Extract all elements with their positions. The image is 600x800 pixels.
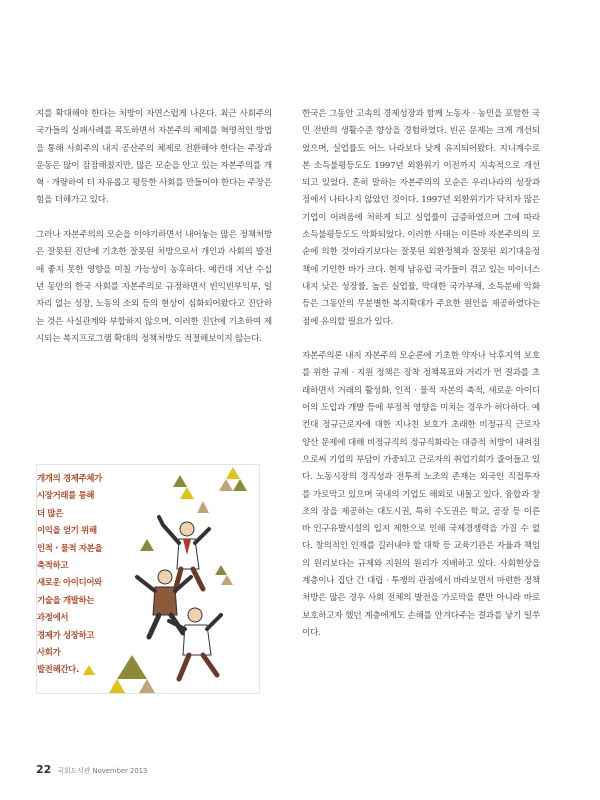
- right-paragraph-1: 한국은 그동안 고속의 경제성장과 함께 노동자 · 농민을 포함한 국민 전반의 생활수준 향상을 경험하였다. 빈곤 문제는 크게 개선되었으며, 실업률도 어느 나라보다 낮게 유지되어왔다. 지니계수로 본 소득불평등도도 1997년 외환위기 이전까지 지속적으로 개선되고 있었다. 흔히 말하는 자본주의의 모순은 우리나라의 성장과정에서 나타나지 않았던 것이다. 1997년 외환위기가 닥치자 많은 기업이 어려움에 처하게 되고 실업률이 급증하였으며 그에 따라 소득불평등도도 악화되었다. 이러한 사태는 이른바 자본주의의 모순에 의한 것이라기보다는 잘못된 외환정책과 잘못된 외기대응정책에 기인한 바가 크다. 현재 남유럽 국가들이 겪고 있는 마이너스 내지 낮은 성장률, 높은 실업률, 막대한 국가부채, 소득분배 악화 등은 그동안의 무분별한 복지확대가 주요한 원인을 제공하였다는 점에 유의할 필요가 있다.: [302, 109, 540, 327]
- right-column: [302, 106, 540, 660]
- left-paragraph-1: 지를 확대해야 한다는 처방이 자연스럽게 나온다. 최근 사회주의 국가들의 실패사례를 목도하면서 자본주의 체제를 혁명적인 방법을 통해 사회주의 내지 공산주의 체제로 전환해야 한다는 주장과 운동은 많이 잠잠해졌지만, 많은 모순을 안고 있는 자본주의를 개혁 · 개량하여 더 자유롭고 평등한 사회를 만들어야 한다는 주장은 힘을 더해가고 있다.: [36, 109, 272, 206]
- businessmen-climbing-illustration: [37, 465, 259, 693]
- pull-quote-box: [36, 464, 260, 694]
- page-number: 22: [36, 763, 52, 776]
- issue-date: November 2013: [92, 767, 148, 775]
- pull-quote-line: 축적하고: [37, 560, 69, 571]
- pull-quote-line: 경제가 성장하고: [37, 629, 95, 640]
- pull-quote-line: 인적 · 물적 자본을: [37, 542, 103, 553]
- pull-quote-line: 시장거래를 통해: [37, 490, 95, 501]
- pull-quote-line: 기술을 개발하는: [37, 594, 95, 605]
- right-paragraph-2: 자본주의론 내지 자본주의 모순론에 기초한 약자나 낙후지역 보호를 위한 규제 · 지원 정책은 장착 정책목표와 거리가 먼 결과를 초래하면서 거래의 활성화, 인적 · 물적 자본의 축적, 새로운 아이디어의 도입과 개발 등에 부정적 영향을 미치는 경우가 허다하다. 예컨대 정규근로자에 대한 지나친 보호가 초래한 비정규직 근로자 양산 문제에 대해 비정규직의 정규직화라는 대증적 처방이 내려짐으로써 기업의 부담이 가중되고 근로자의 취업기회가 줄어들고 있다. 노동시장의 경직성과 전투적 노조의 존재는 외국인 직접투자를 가로막고 있으며 국내의 기업도 해외로 내몰고 있다. 융합과 창조의 장을 제공하는 대도시권, 특히 수도권은 학교, 공장 등 이른바 인구유발시설의 입지 제한으로 인해 국제경쟁력을 가질 수 없다. 창의적인 인재를 길러내야 할 대학 등 교육기관은 자율과 책임의 원리보다는 규제와 지원의 원리가 지배하고 있다. 사회현상을 계층이나 집단 간 대립 · 투쟁의 관점에서 바라보면서 마련한 정책처방은 많은 경우 사회 전체의 발전을 가로막을 뿐만 아니라 바로 보호하고자 했던 계층에게도 손해를 안겨다주는 결과를 낳기 일쑤이다.: [302, 351, 540, 638]
- pull-quote-line: 새로운 아이디어와: [37, 577, 102, 588]
- pull-quote-line: 사회가: [37, 647, 61, 658]
- left-column: [36, 106, 272, 365]
- pull-quote-line: 개개의 경제주체가: [37, 473, 102, 483]
- pull-quote-line: 과정에서: [37, 612, 69, 623]
- pull-quote-line: 발전해간다.: [37, 664, 79, 675]
- page-footer: [36, 763, 147, 776]
- pull-quote-line: 더 많은: [37, 507, 63, 518]
- left-paragraph-2: 그러나 자본주의의 모순을 이야기하면서 내어놓는 많은 정책처방은 잘못된 진단에 기초한 잘못된 처방으로서 개인과 사회의 발전에 좋지 못한 영향을 미칠 가능성이 농후하다. 예컨대 지난 수십 년 동안의 한국 사회를 자본주의로 규정하면서 빈익빈부익부, 일자리 없는 성장, 노동의 소외 등의 현상이 심화되어왔다고 진단하는 것은 사실관계와 부합하지 않으며, 이러한 진단에 기초하여 제시되는 복지프로그램 확대의 정책처방도 적절해보이지 않는다.: [36, 230, 272, 344]
- pull-quote-line: 이익을 얻기 위해: [37, 525, 97, 536]
- publication-name: 국회도서관: [57, 767, 91, 775]
